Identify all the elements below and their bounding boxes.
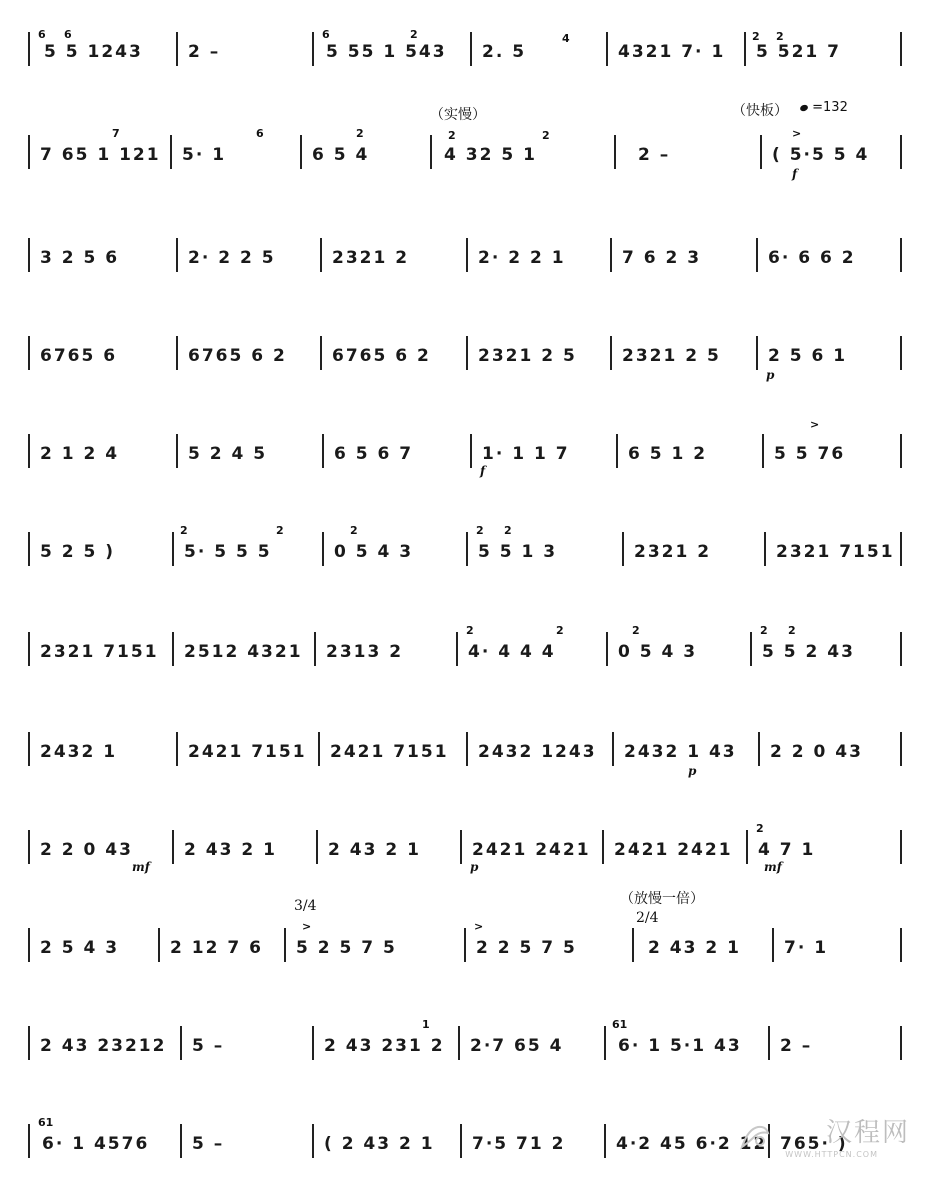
- barline: [756, 336, 758, 370]
- barline: [28, 1026, 30, 1060]
- grace-note: 2: [752, 30, 760, 43]
- barline: [322, 434, 324, 468]
- grace-note: 6: [322, 28, 330, 41]
- accent-mark: >: [792, 127, 802, 140]
- barline: [460, 830, 462, 864]
- barline: [632, 928, 634, 962]
- score-row-9: 2 2 0 43 mf 2 43 2 1 2 43 2 1 2421 2421 p 2421 2421 2 4 7 1 mf: [0, 828, 930, 888]
- barline: [466, 532, 468, 566]
- grace-note: 2: [356, 127, 364, 140]
- grace-note: 61: [38, 1116, 54, 1129]
- grace-note: 2: [476, 524, 484, 537]
- barline: [320, 336, 322, 370]
- barline: [28, 135, 30, 169]
- dynamic-mark: mf: [132, 860, 150, 874]
- grace-note: 6: [64, 28, 72, 41]
- grace-note: 2: [542, 129, 550, 142]
- dynamic-mark: f: [480, 464, 486, 478]
- score-row-2: 7 7 65 1 121 6 5· 1 2 6 5 4 2 2 4 32 5 1 2 – > ( 5·5 5 4 f: [0, 133, 930, 193]
- metronome-marking: [800, 100, 848, 115]
- barline: [612, 732, 614, 766]
- quarter-note-icon: [799, 103, 809, 111]
- barline: [176, 336, 178, 370]
- barline: [610, 336, 612, 370]
- score-row-5: 2 1 2 4 5 2 4 5 6 5 6 7 1· 1 1 7 f 6 5 1 2 > 5 5 76: [0, 432, 930, 492]
- grace-note: 6: [38, 28, 46, 41]
- barline: [614, 135, 616, 169]
- grace-note: 2: [788, 624, 796, 637]
- accent-mark: >: [474, 920, 484, 933]
- barline: [28, 32, 30, 66]
- grace-note: 2: [556, 624, 564, 637]
- grace-note: 2: [776, 30, 784, 43]
- watermark-logo-icon: [738, 1123, 772, 1153]
- barline: [606, 632, 608, 666]
- grace-note: 4: [562, 32, 570, 45]
- barline: [456, 632, 458, 666]
- barline: [458, 1026, 460, 1060]
- accent-mark: >: [302, 920, 312, 933]
- barline: [300, 135, 302, 169]
- barline: [158, 928, 160, 962]
- barline: [284, 928, 286, 962]
- time-signature-3-4: 3/4: [294, 898, 317, 914]
- dynamic-mark: p: [766, 368, 775, 382]
- barline: [318, 732, 320, 766]
- tempo-marking-shi-man: （实慢）: [430, 107, 486, 123]
- barline: [606, 32, 608, 66]
- score-row-7: 2321 7151 2512 4321 2313 2 2 2 4· 4 4 4 2 0 5 4 3 2 2 5 5 2 43: [0, 630, 930, 690]
- score-row-12: 61 6· 1 4576 5 – ( 2 43 2 1 7·5 71 2 4·2 45 6·2 12 765· ): [0, 1122, 930, 1182]
- time-signature-2-4: 2/4: [636, 910, 659, 926]
- barline: [602, 830, 604, 864]
- barline: [180, 1124, 182, 1158]
- score-row-1: 6 6 5 5 1243 2 – 6 2 5 55 1 543 4 2. 5 4321 7· 1 2 2 5 521 7: [0, 30, 930, 90]
- barline: [172, 830, 174, 864]
- barline: [28, 434, 30, 468]
- grace-note: 2: [276, 524, 284, 537]
- barline: [746, 830, 748, 864]
- barline: [460, 1124, 462, 1158]
- barline: [172, 632, 174, 666]
- barline: [750, 632, 752, 666]
- grace-note: 2: [180, 524, 188, 537]
- barline: [430, 135, 432, 169]
- barline: [312, 32, 314, 66]
- barline: [610, 238, 612, 272]
- dynamic-mark: p: [470, 860, 479, 874]
- grace-note: 2: [756, 822, 764, 835]
- barline: [760, 135, 762, 169]
- accent-mark: >: [810, 418, 820, 431]
- score-row-10: 2 5 4 3 2 12 7 6 > 5 2 5 7 5 > 2 2 5 7 5 2 43 2 1 7· 1: [0, 926, 930, 986]
- dynamic-mark: f: [792, 167, 798, 181]
- score-row-6: 5 2 5 ) 2 2 5· 5 5 5 2 0 5 4 3 2 2 5 5 1 3 2321 2 2321 7151: [0, 530, 930, 590]
- barline: [900, 732, 902, 766]
- barline: [320, 238, 322, 272]
- barline: [466, 336, 468, 370]
- barline: [768, 1026, 770, 1060]
- barline: [170, 135, 172, 169]
- barline: [756, 238, 758, 272]
- barline: [176, 32, 178, 66]
- grace-note: 61: [612, 1018, 628, 1031]
- barline: [464, 928, 466, 962]
- barline: [312, 1026, 314, 1060]
- barline: [758, 732, 760, 766]
- watermark-text: 汉程网: [825, 1118, 910, 1148]
- barline: [900, 830, 902, 864]
- barline: [900, 434, 902, 468]
- barline: [622, 532, 624, 566]
- barline: [900, 928, 902, 962]
- grace-note: 2: [466, 624, 474, 637]
- barline: [900, 532, 902, 566]
- score-row-11: 2 43 23212 5 – 1 2 43 231 2 2·7 65 4 61 6· 1 5·1 43 2 –: [0, 1024, 930, 1084]
- barline: [172, 532, 174, 566]
- barline: [744, 32, 746, 66]
- barline: [322, 532, 324, 566]
- barline: [470, 32, 472, 66]
- barline: [772, 928, 774, 962]
- barline: [28, 238, 30, 272]
- score-row-3: 3 2 5 6 2· 2 2 5 2321 2 2· 2 2 1 7 6 2 3 6· 6 6 2: [0, 236, 930, 296]
- barline: [466, 732, 468, 766]
- tempo-marking-kuai-ban: （快板）: [732, 103, 788, 119]
- barline: [900, 1026, 902, 1060]
- barline: [900, 135, 902, 169]
- barline: [176, 732, 178, 766]
- grace-note: 2: [632, 624, 640, 637]
- barline: [900, 32, 902, 66]
- barline: [900, 336, 902, 370]
- watermark-url: WWW.HTTPCN.COM: [785, 1150, 878, 1159]
- barline: [616, 434, 618, 468]
- grace-note: 1: [422, 1018, 430, 1031]
- grace-note: 7: [112, 127, 120, 140]
- barline: [28, 336, 30, 370]
- barline: [28, 632, 30, 666]
- score-row-8: 2432 1 2421 7151 2421 7151 2432 1243 2432 1 43 p 2 2 0 43: [0, 730, 930, 790]
- dynamic-mark: mf: [764, 860, 782, 874]
- barline: [470, 434, 472, 468]
- grace-note: 2: [448, 129, 456, 142]
- score-row-4: 6765 6 6765 6 2 6765 6 2 2321 2 5 2321 2 5 2 5 6 1 p: [0, 334, 930, 394]
- grace-note: 2: [410, 28, 418, 41]
- grace-note: 2: [350, 524, 358, 537]
- grace-note: 2: [760, 624, 768, 637]
- barline: [312, 1124, 314, 1158]
- barline: [180, 1026, 182, 1060]
- barline: [28, 1124, 30, 1158]
- grace-note: 2: [504, 524, 512, 537]
- barline: [900, 238, 902, 272]
- barline: [314, 632, 316, 666]
- tempo-marking-fang-man: （放慢一倍）: [620, 891, 704, 907]
- grace-note: 6: [256, 127, 264, 140]
- dynamic-mark: p: [688, 764, 697, 778]
- barline: [176, 238, 178, 272]
- barline: [28, 830, 30, 864]
- barline: [28, 732, 30, 766]
- barline: [900, 632, 902, 666]
- barline: [466, 238, 468, 272]
- metronome-value: =132: [812, 100, 848, 115]
- barline: [316, 830, 318, 864]
- barline: [28, 532, 30, 566]
- barline: [604, 1026, 606, 1060]
- barline: [176, 434, 178, 468]
- barline: [604, 1124, 606, 1158]
- barline: [762, 434, 764, 468]
- barline: [28, 928, 30, 962]
- barline: [764, 532, 766, 566]
